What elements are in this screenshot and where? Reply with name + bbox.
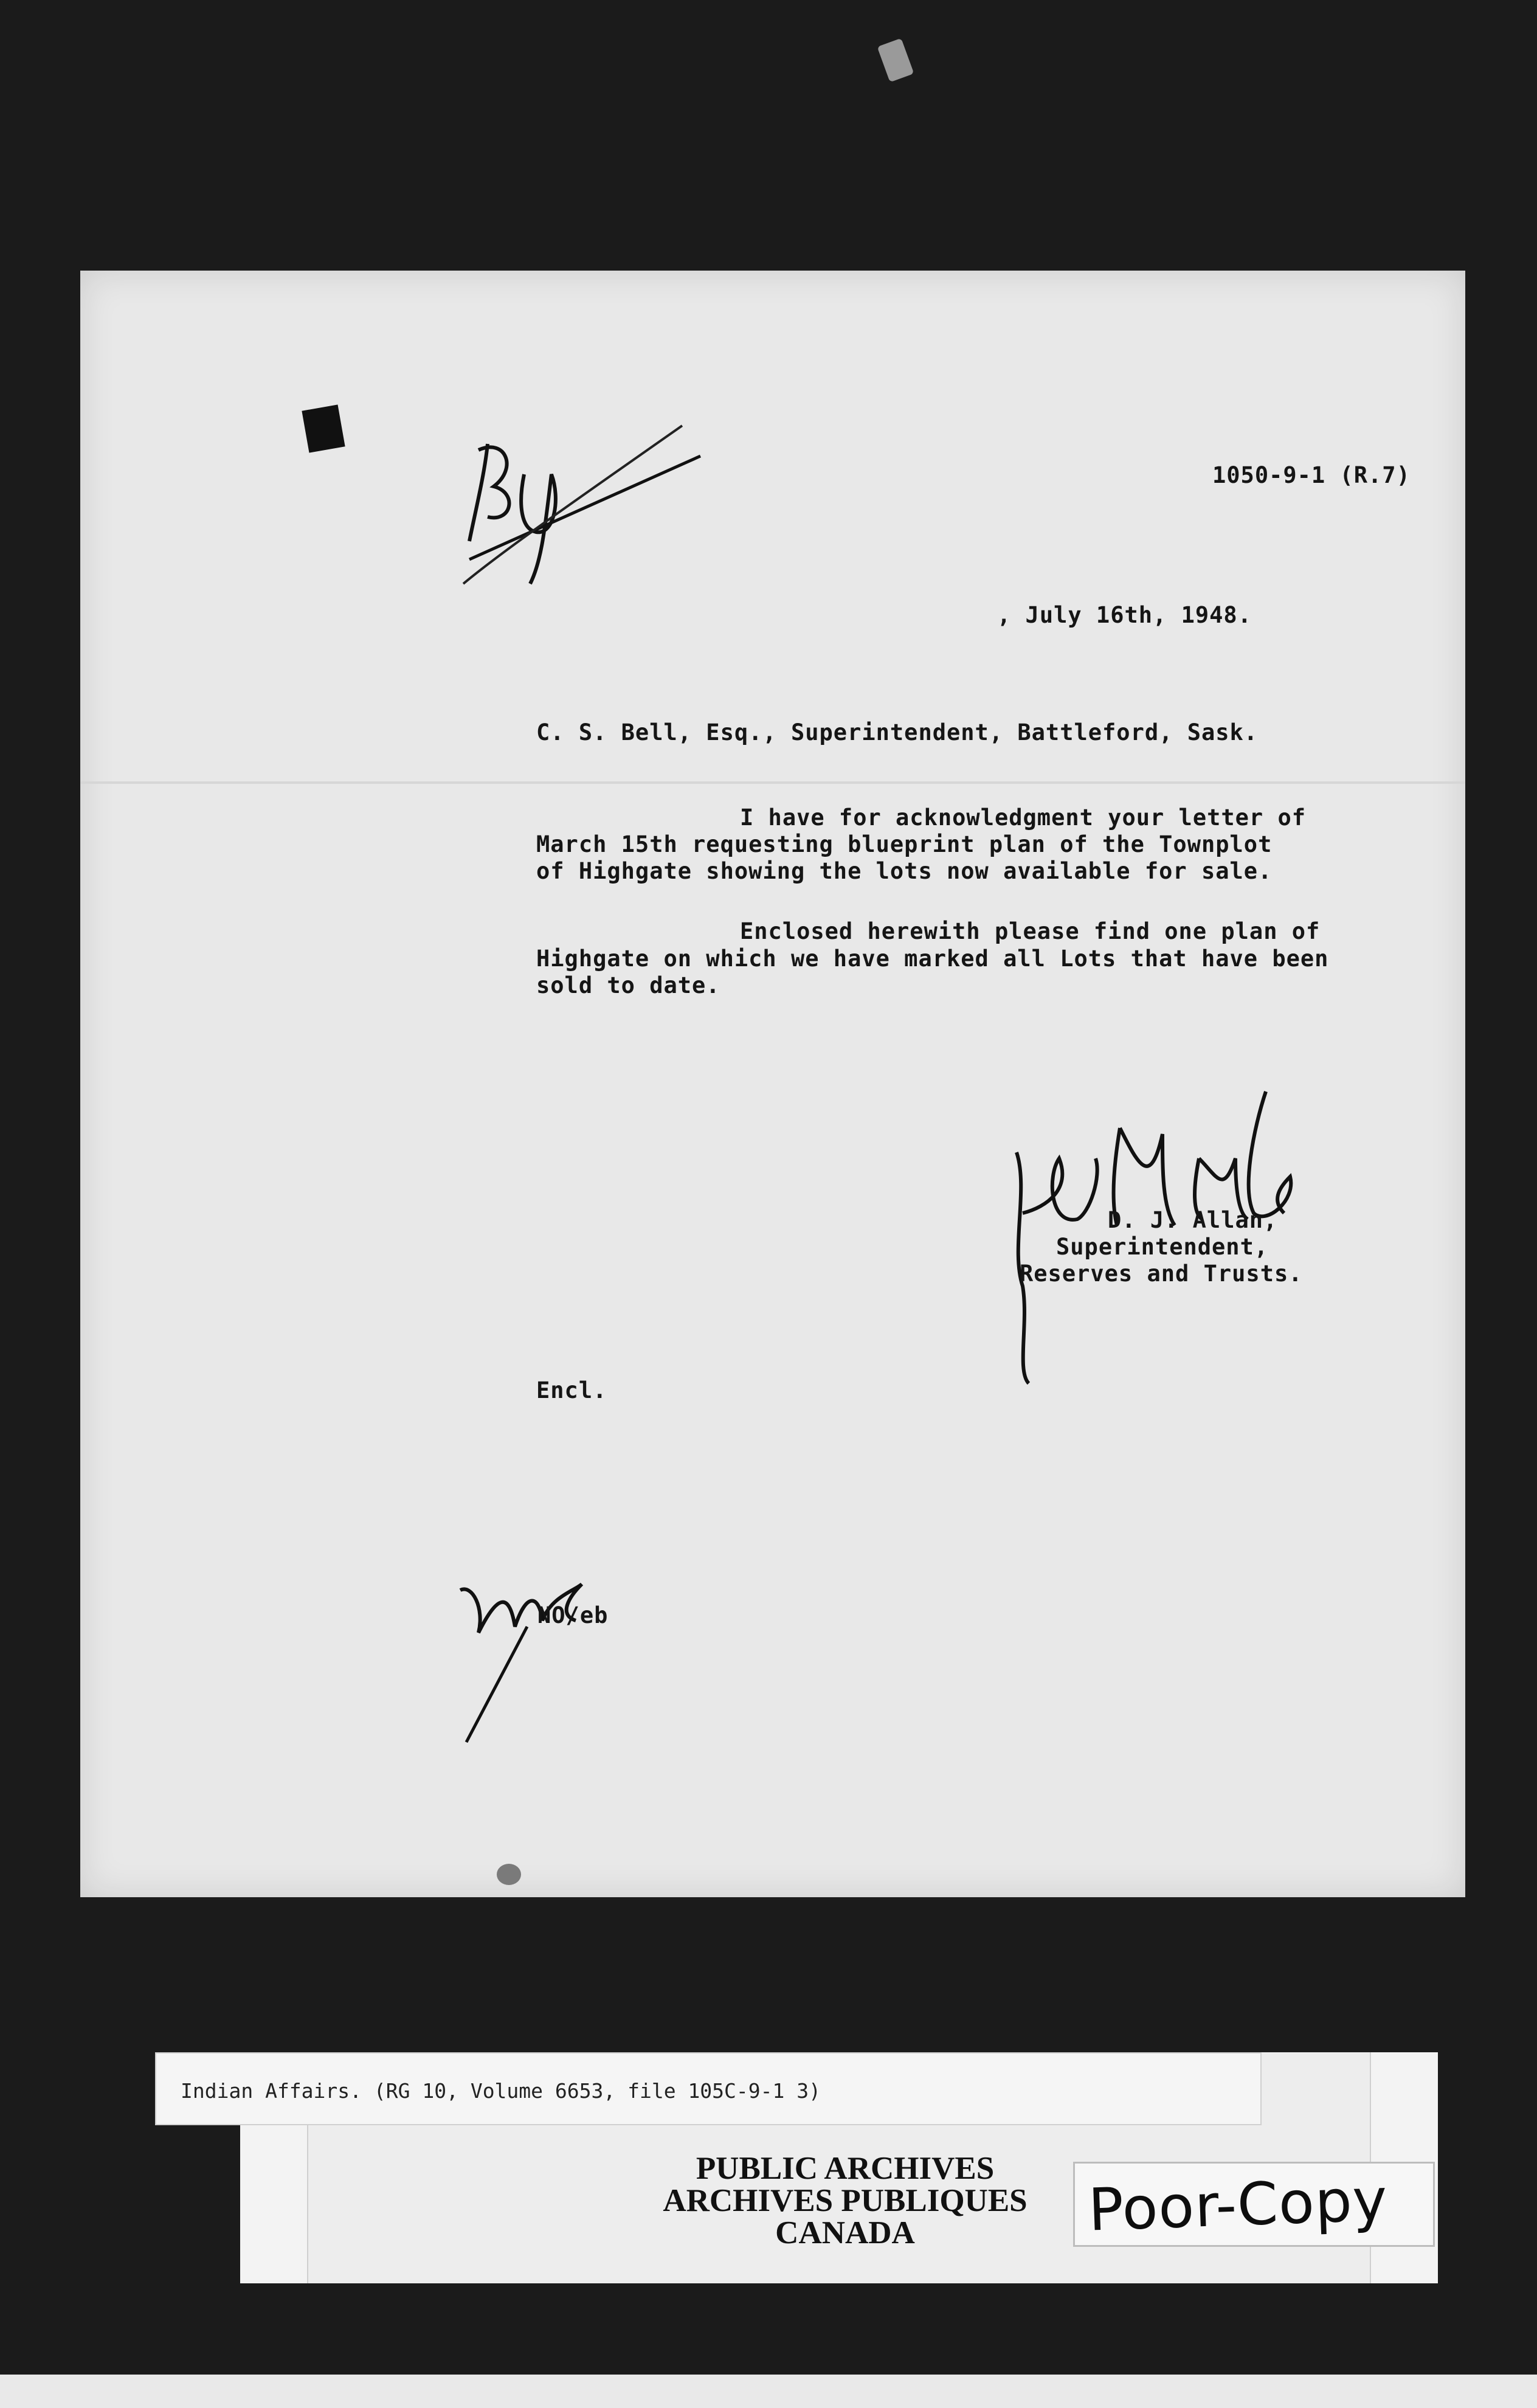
signature-title-2: Reserves and Trusts. (1020, 1261, 1303, 1287)
letter-page (80, 271, 1465, 1897)
handwritten-initials-top (378, 401, 719, 620)
body-line-1: I have for acknowledgment your letter of (740, 804, 1307, 831)
archive-reference-strip (155, 2052, 1262, 2125)
body-line-3: of Highgate showing the lots now available for sale. (536, 858, 1273, 884)
signature-name: D. J. Allan, (1108, 1207, 1278, 1233)
archive-reference: Indian Affairs. (RG 10, Volume 6653, file 105C-9-1 3) (181, 2079, 821, 2103)
addressee-line: C. S. Bell, Esq., Superintendent, Battleford, Sask. (536, 719, 1259, 746)
typist-initials: NO/eb (537, 1602, 609, 1628)
poor-copy-stamp: Poor-Copy (1087, 2165, 1389, 2244)
signature-title-1: Superintendent, (1056, 1234, 1269, 1260)
enclosure-note: Encl. (536, 1377, 607, 1403)
handwritten-initials-bottom (436, 1560, 643, 1754)
letter-date: , July 16th, 1948. (997, 602, 1252, 628)
body-line-6: sold to date. (536, 972, 720, 998)
page-mark (497, 1864, 521, 1885)
ink-blot (302, 404, 345, 452)
fold-line (80, 781, 1465, 784)
file-reference: 1050-9-1 (R.7) (1212, 462, 1411, 488)
archives-line-3: CANADA (775, 2215, 915, 2251)
film-speck (877, 38, 914, 83)
film-edge-strip (0, 2375, 1537, 2408)
body-line-2: March 15th requesting blueprint plan of the Townplot (536, 831, 1273, 857)
body-line-4: Enclosed herewith please find one plan of (740, 918, 1321, 944)
archives-line-2: ARCHIVES PUBLIQUES (663, 2183, 1028, 2218)
archives-line-1: PUBLIC ARCHIVES (696, 2151, 995, 2186)
body-line-5: Highgate on which we have marked all Lots that have been (536, 946, 1329, 972)
